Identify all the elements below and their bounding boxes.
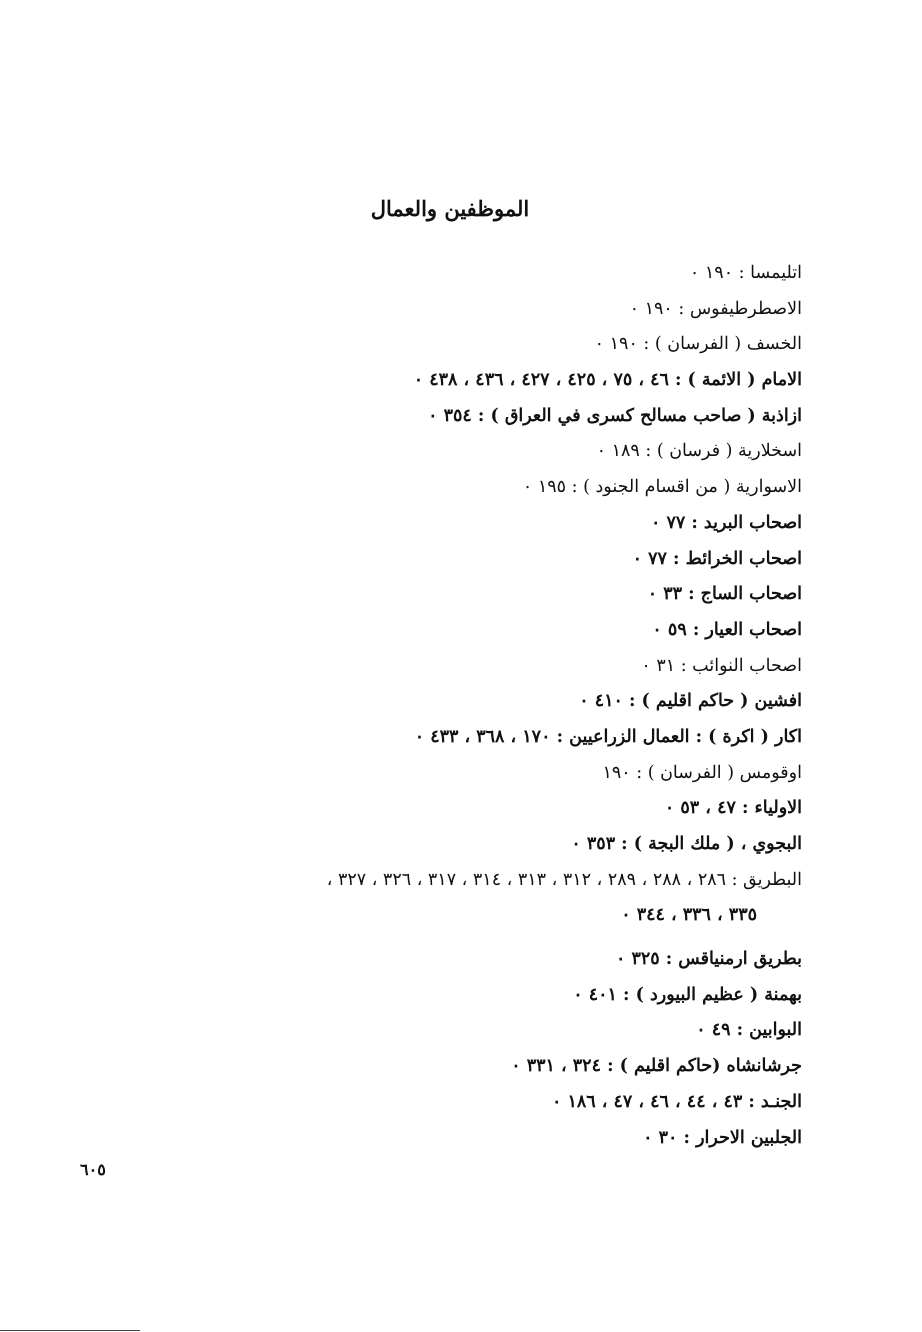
index-entry: البوابين : ٤٩ ٠ bbox=[696, 1020, 802, 1041]
index-entry: اكار ( اكرة ) : العمال الزراعيين : ١٧٠ ، ٣٦٨ ، ٤٣٣ ٠ bbox=[414, 726, 802, 747]
index-entry: اصحاب العيار : ٥٩ ٠ bbox=[652, 619, 802, 640]
index-entry: بهمنة ( عظيم البيورد ) : ٤٠١ ٠ bbox=[573, 984, 802, 1005]
page-number: ٦٠٥ bbox=[80, 1160, 106, 1179]
index-entry: افشين ( حاكم اقليم ) : ٤١٠ ٠ bbox=[579, 691, 802, 712]
section-heading: الموظفين والعمال bbox=[370, 196, 530, 221]
footer-rule bbox=[0, 1330, 140, 1331]
index-entry: اتليمسا : ١٩٠ ٠ bbox=[689, 263, 802, 283]
index-entry: اصحاب النوائب : ٣١ ٠ bbox=[641, 655, 802, 676]
index-entry: الاسوارية ( من اقسام الجنود ) : ١٩٥ ٠ bbox=[522, 477, 802, 498]
index-entry-continuation: ٣٣٥ ، ٣٣٦ ، ٣٤٤ ٠ bbox=[621, 905, 757, 926]
index-entry: اسخلارية ( فرسان ) : ١٨٩ ٠ bbox=[596, 441, 802, 462]
index-entry: الجنـد : ٤٣ ، ٤٤ ، ٤٦ ، ٤٧ ، ١٨٦ ٠ bbox=[551, 1091, 802, 1112]
index-entry: الاولياء : ٤٧ ، ٥٣ ٠ bbox=[664, 798, 802, 819]
index-entry: البجوي ، ( ملك البجة ) : ٣٥٣ ٠ bbox=[571, 834, 802, 854]
index-entry: ازاذبة ( صاحب مسالح كسرى في العراق ) : ٣٥٤ ٠ bbox=[428, 405, 802, 426]
index-entry: الخسف ( الفرسان ) : ١٩٠ ٠ bbox=[594, 334, 802, 355]
index-entry: الامام ( الائمة ) : ٤٦ ، ٧٥ ، ٤٢٥ ، ٤٢٧ ، ٤٣٦ ، ٤٣٨ ٠ bbox=[413, 370, 802, 391]
index-entry-list bbox=[82, 256, 802, 1156]
index-entry: اوقومس ( الفرسان ) : ١٩٠ bbox=[602, 762, 802, 783]
index-entry: اصحاب الخرائط : ٧٧ ٠ bbox=[632, 548, 802, 569]
index-entry: الجلبين الاحرار : ٣٠ ٠ bbox=[643, 1127, 802, 1148]
index-entry: البطريق : ٢٨٦ ، ٢٨٨ ، ٢٨٩ ، ٣١٢ ، ٣١٣ ، ٣١٤ ، ٣١٧ ، ٣٢٦ ، ٣٢٧ ، bbox=[326, 869, 802, 890]
index-entry: اصحاب البريد : ٧٧ ٠ bbox=[650, 512, 802, 533]
index-entry: اصحاب الساج : ٣٣ ٠ bbox=[647, 584, 802, 605]
index-entry: بطريق ارمنياقس : ٣٢٥ ٠ bbox=[615, 949, 802, 970]
index-entry: جرشانشاه (حاكم اقليم ) : ٣٢٤ ، ٣٣١ ٠ bbox=[511, 1056, 802, 1077]
index-entry: الاصطرطيفوس : ١٩٠ ٠ bbox=[629, 298, 802, 319]
